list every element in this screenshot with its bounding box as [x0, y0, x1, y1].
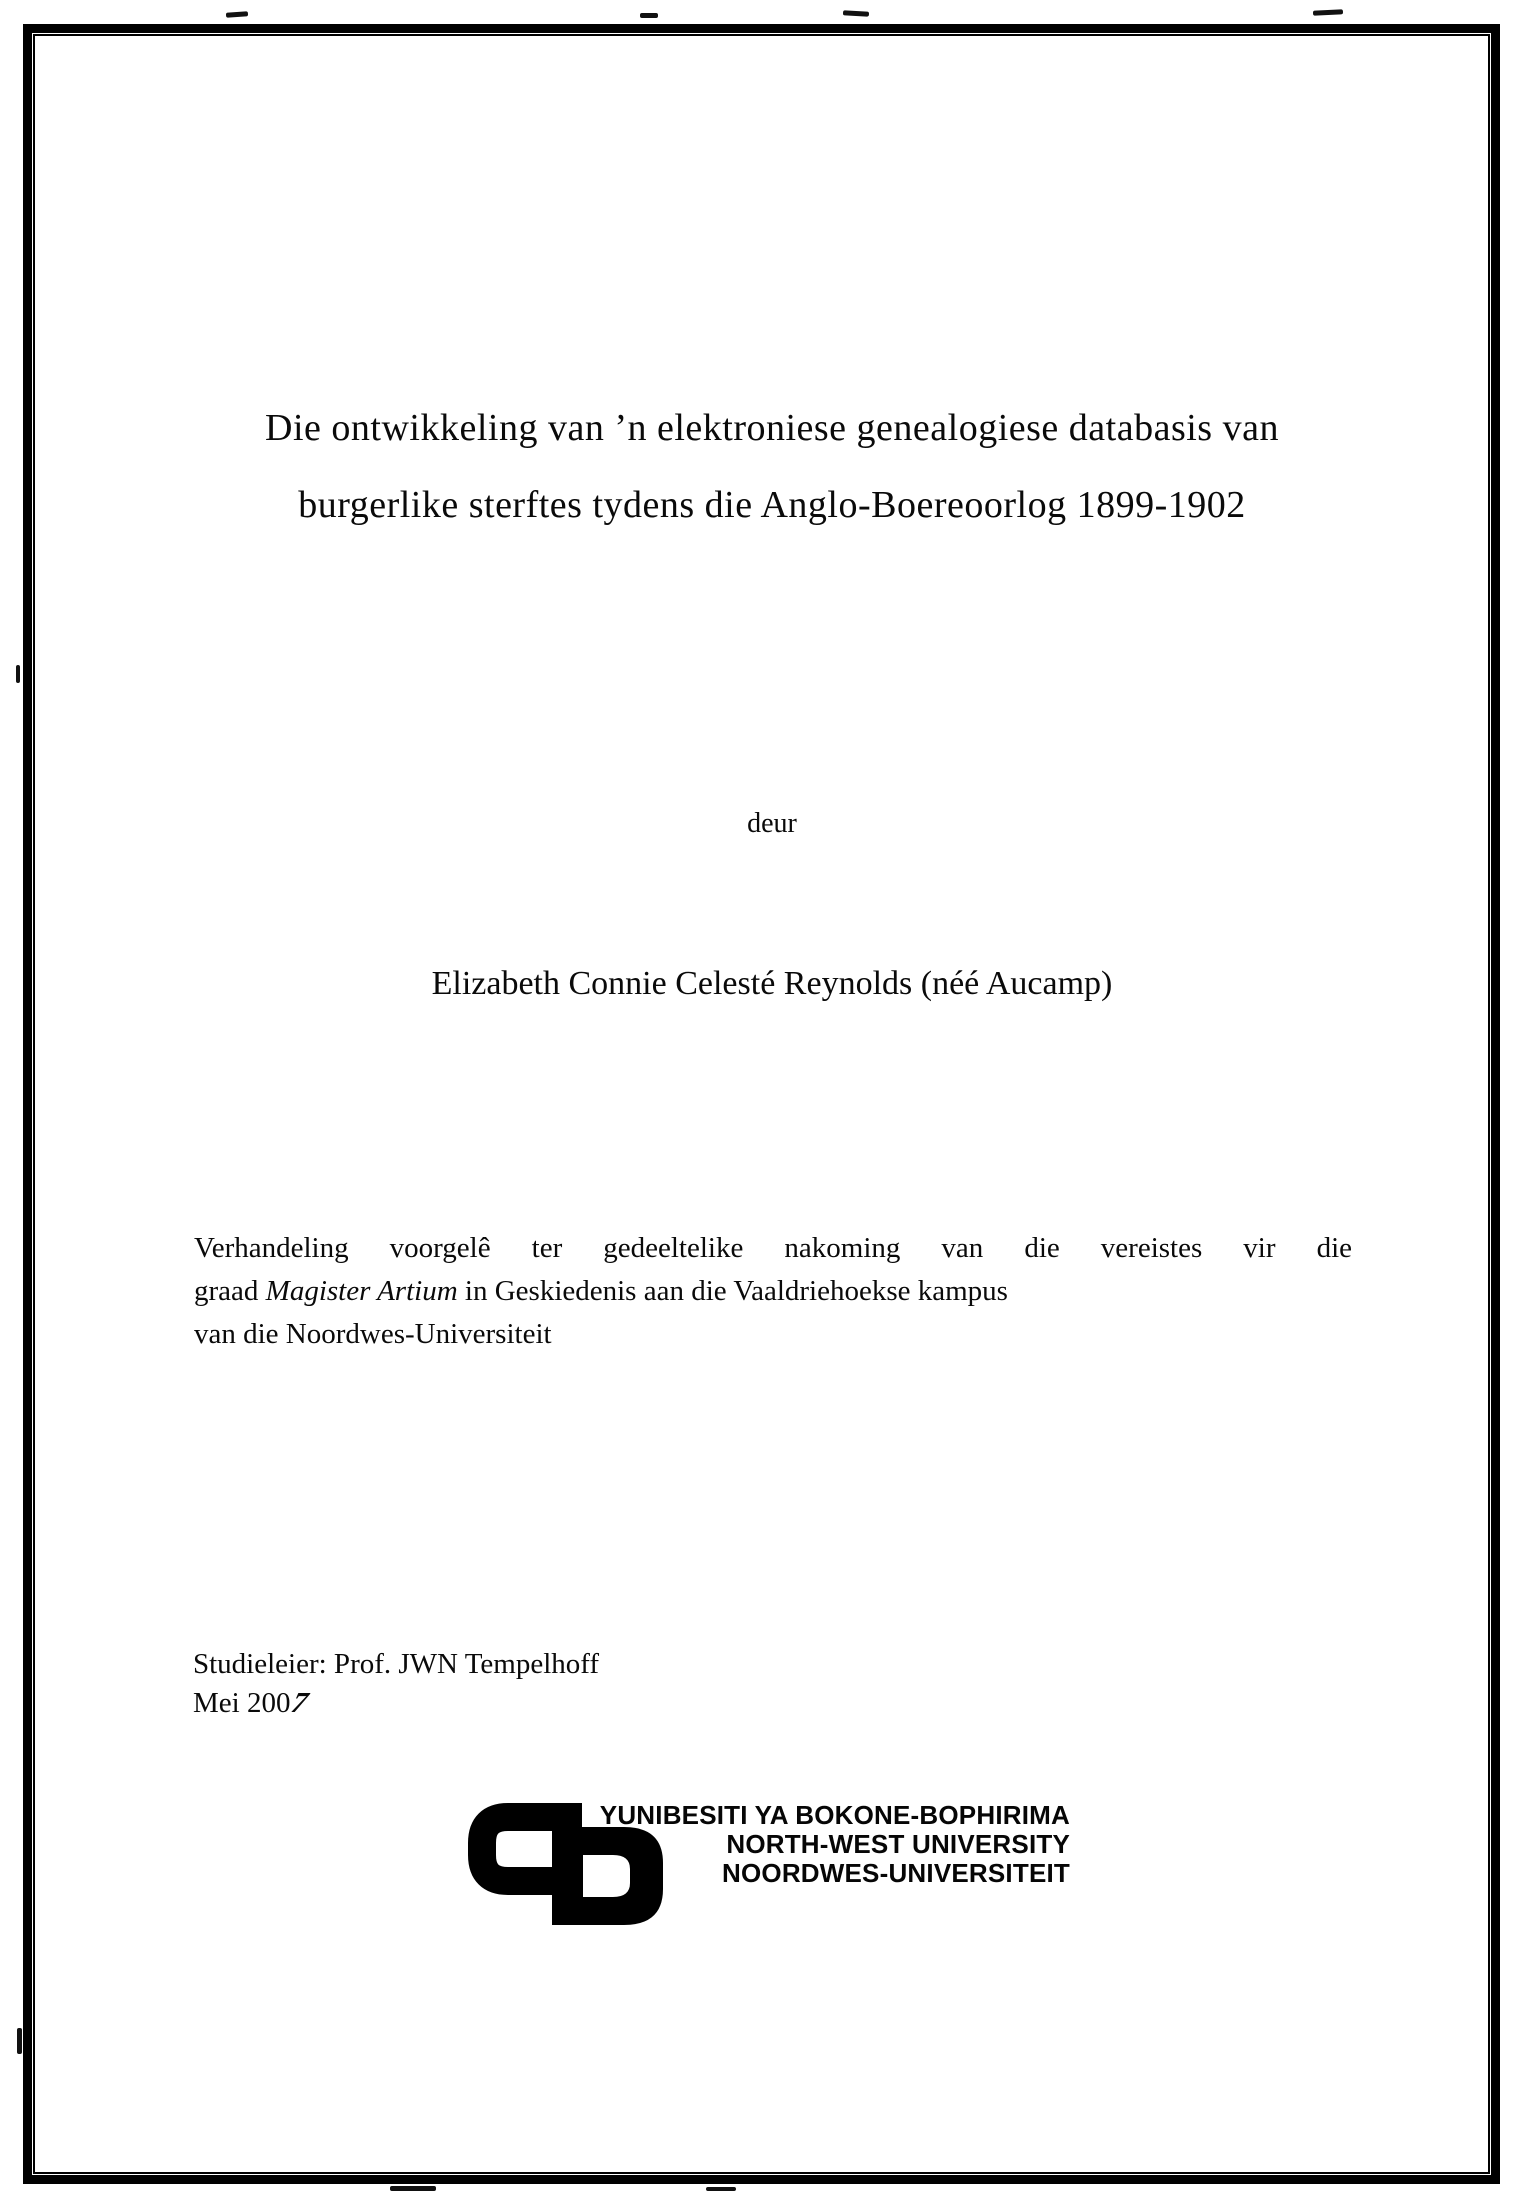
date-prefix: Mei 200	[193, 1687, 291, 1719]
thesis-title-line1: Die ontwikkeling van ’n elektroniese genealogiese databasis van	[265, 407, 1279, 449]
degree-statement-line2	[194, 1270, 1352, 1313]
degree-statement-line1: Verhandeling voorgelê ter gedeeltelike nakoming van die vereistes vir die	[194, 1232, 1352, 1264]
degree-name: Magister Artium	[265, 1275, 458, 1307]
thesis-title	[186, 390, 1358, 544]
degree-statement	[194, 1227, 1352, 1356]
scan-noise	[390, 2186, 436, 2191]
nwu-wordmark	[583, 1801, 1070, 1888]
scan-noise	[640, 13, 658, 18]
degree-statement-line3: van die Noordwes-Universiteit	[194, 1318, 552, 1350]
scan-noise	[843, 10, 869, 16]
supervisor-block	[193, 1645, 599, 1723]
byline: deur	[747, 808, 797, 839]
nwu-wordmark-line1: YUNIBESITI YA BOKONE-BOPHIRIMA	[599, 1800, 1070, 1830]
nwu-wordmark-line3: NOORDWES-UNIVERSITEIT	[722, 1858, 1070, 1888]
scan-noise	[226, 11, 248, 18]
supervisor-line: Studieleier: Prof. JWN Tempelhoff	[193, 1648, 600, 1680]
author-name: Elizabeth Connie Celesté Reynolds (néé Aucamp)	[431, 965, 1113, 1002]
thesis-title-line2: burgerlike sterftes tydens die Anglo-Boereoorlog 1899-1902	[298, 484, 1246, 526]
degree-statement-line2-suffix: in Geskiedenis aan die Vaaldriehoekse kampus	[457, 1275, 1008, 1307]
scan-noise	[706, 2187, 736, 2191]
date-line	[193, 1684, 599, 1723]
nwu-wordmark-line2: NORTH-WEST UNIVERSITY	[726, 1829, 1070, 1859]
degree-statement-line2-prefix: graad	[194, 1275, 266, 1307]
scan-noise	[1313, 9, 1343, 16]
date-last-digit: 7	[285, 1687, 315, 1719]
scan-noise	[17, 2028, 22, 2054]
scan-noise	[16, 665, 20, 683]
